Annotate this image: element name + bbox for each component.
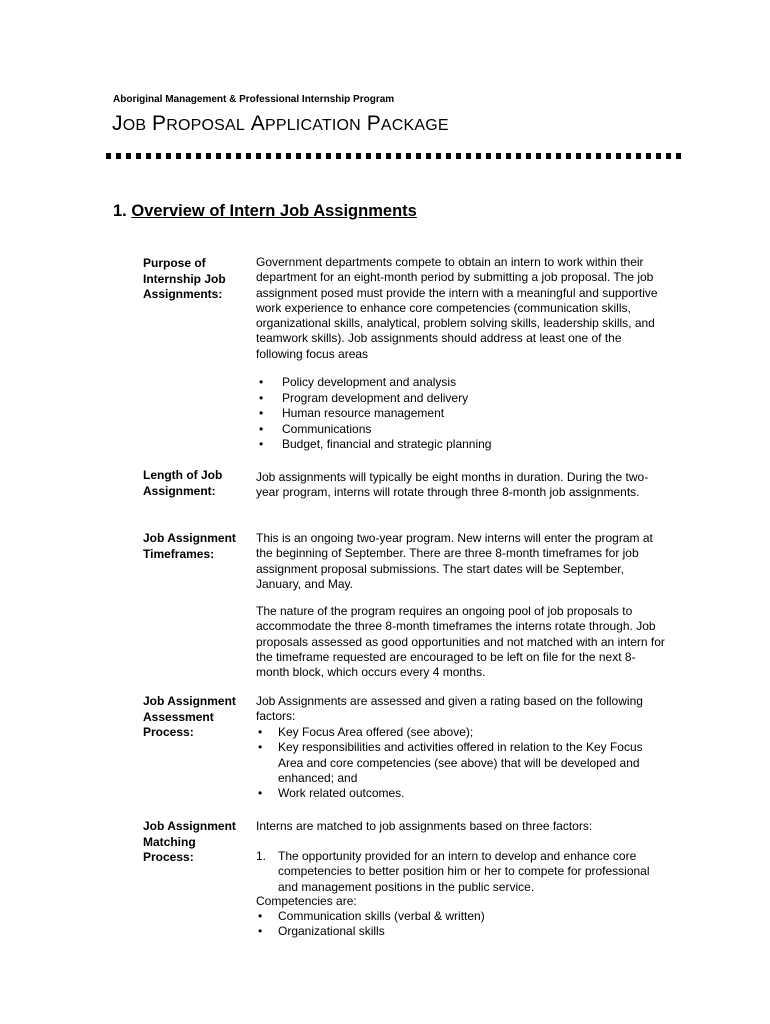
competency-list	[256, 909, 666, 940]
list-item: • Communications	[256, 422, 491, 438]
timeframes-text-2: The nature of the program requires an ongoing pool of job proposals to accommodate the three 8-month timeframes the interns rotate through. Job proposals assessed as good opportunities and not matched with an intern for the timeframe requested are encouraged to be left on file for the next 8-month block, which occurs every 4 months.	[256, 604, 665, 680]
list-item: • Program development and delivery	[256, 391, 491, 407]
list-item: • Organizational skills	[256, 924, 666, 939]
timeframes-label: Job Assignment Timeframes:	[143, 531, 236, 561]
section-title: Overview of Intern Job Assignments	[131, 202, 417, 220]
item-number: 1.	[256, 849, 267, 863]
title-word: JOB	[112, 112, 147, 135]
list-item: • Key Focus Area offered (see above);	[256, 725, 666, 740]
assessment-intro: Job Assignments are assessed and given a rating based on the following factors:	[256, 694, 643, 724]
length-label: Length of Job Assignment:	[143, 468, 223, 498]
purpose-label: Purpose of Internship Job Assignments:	[143, 256, 226, 301]
title-word: PACKAGE	[366, 112, 449, 135]
list-item: • Policy development and analysis	[256, 375, 491, 391]
item-text: The opportunity provided for an intern to develop and enhance core competencies to better position him or her to compete for professional and management positions in the public service.	[278, 849, 650, 894]
assessment-label: Job Assignment Assessment Process:	[143, 694, 236, 739]
purpose-text: Government departments compete to obtain an intern to work within their department for an eight-month period by submitting a job proposal. The job assignment posed must provide the intern with a meaningful and supportive work experience to enhance core competencies (communication skills, organizational skills, analytical, problem solving skills, leadership skills, and teamwork skills). Job assignments should address at least one of the following focus areas	[256, 255, 658, 361]
numbered-item	[256, 849, 666, 895]
section-heading	[113, 202, 417, 221]
dashed-divider	[106, 153, 686, 159]
list-item: • Communication skills (verbal & written)	[256, 909, 666, 924]
matching-intro: Interns are matched to job assignments based on three factors:	[256, 819, 593, 833]
timeframes-text: This is an ongoing two-year program. New interns will enter the program at the beginning of September. There are three 8-month timeframes for job assignment proposal submissions. The start dates will be September, January, and May.	[256, 531, 653, 591]
list-item: • Work related outcomes.	[256, 786, 666, 801]
focus-area-list	[256, 375, 491, 453]
title-word: PROPOSAL	[152, 112, 245, 135]
competencies-label: Competencies are:	[256, 894, 357, 908]
assessment-factor-list	[256, 725, 666, 801]
title-word: APPLICATION	[250, 112, 361, 135]
program-name: Aboriginal Management & Professional Internship Program	[113, 94, 395, 105]
list-item: • Budget, financial and strategic planning	[256, 437, 491, 453]
list-item: • Human resource management	[256, 406, 491, 422]
section-number: 1.	[113, 202, 127, 220]
list-item: • Key responsibilities and activities offered in relation to the Key Focus Area and core competencies (see above) that will be developed and enhanced; and	[256, 740, 666, 786]
matching-label: Job Assignment Matching Process:	[143, 819, 236, 864]
length-text: Job assignments will typically be eight months in duration. During the two-year program, interns will rotate through three 8-month job assignments.	[256, 470, 649, 500]
document-title	[112, 112, 449, 136]
